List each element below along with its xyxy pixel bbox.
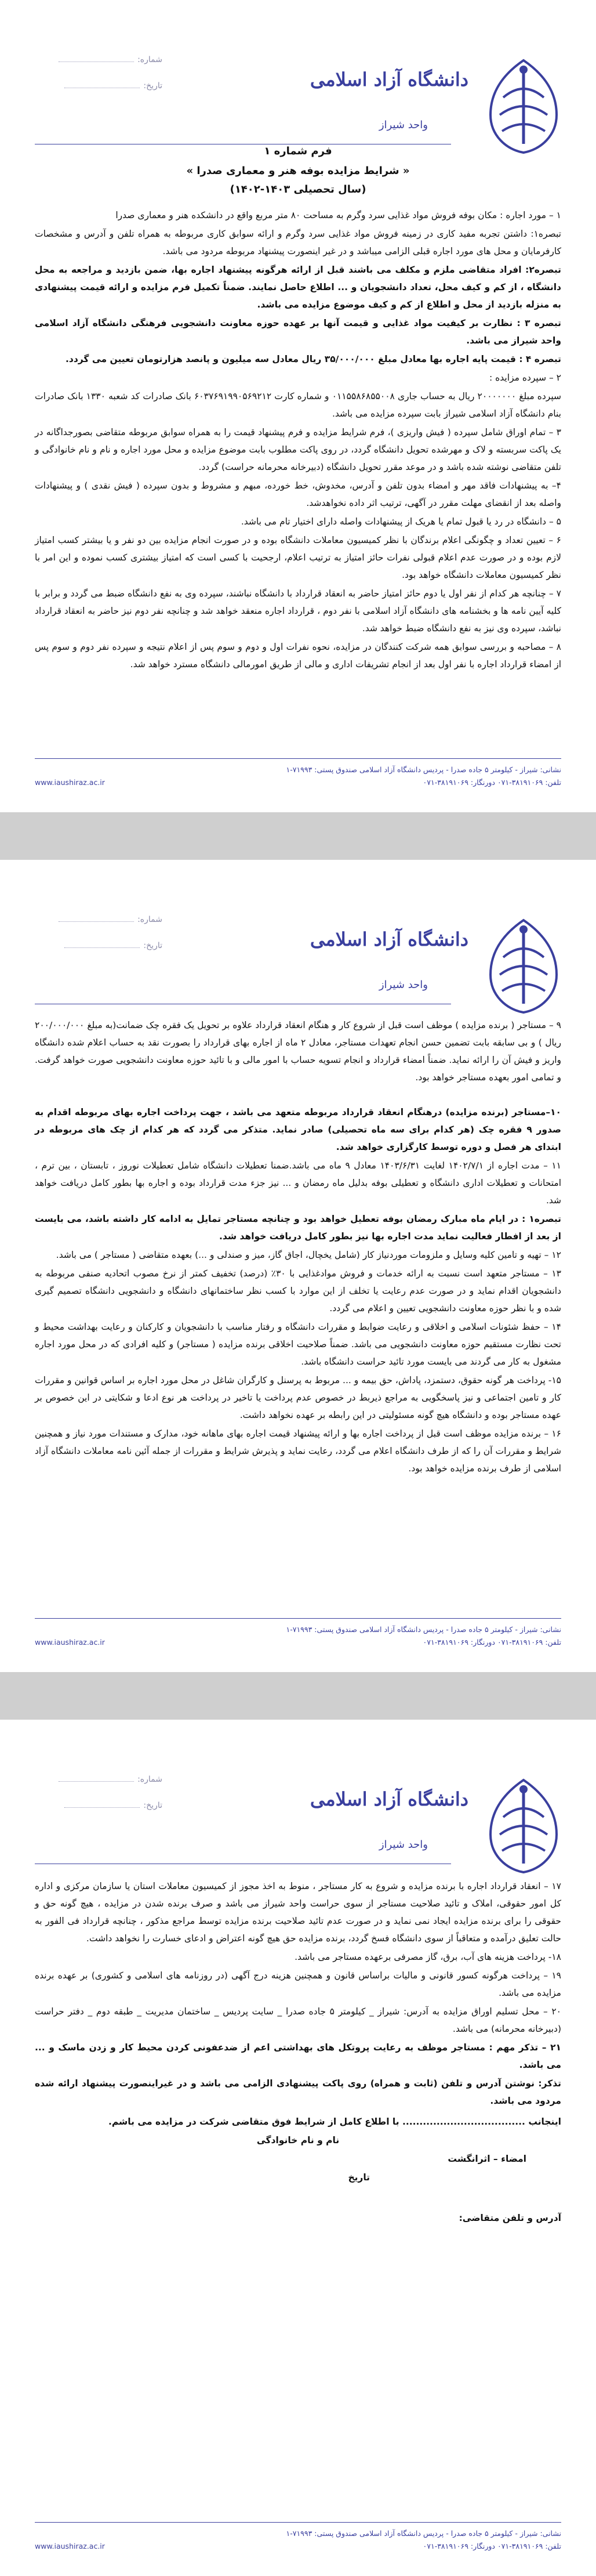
paragraph: ۱۲ – تهیه و تامین کلیه وسایل و ملزومات موردنیاز کار (شامل یخچال، اجاق گاز، میز و صندلی و ...) بعهده متقاضی ( مستاجر ) می باشد. bbox=[56, 1250, 561, 1260]
paragraph: ۶ – تعیین تعداد و چگونگی اعلام برندگان با نظر کمیسیون معاملات دانشگاه بوده و در صورت انجام مزایده بین دو نفر و یا بیشتر کسب امتیاز لازم بوده و در صورت عدم اعلام قبولی نفرات حائز امتیاز به ترتیب اعلام، ارجحیت با کسی است که امتیاز بیشتری کسب نموده و این امر با نظر کمیسیون معاملات دانشگاه خواهد بود. bbox=[35, 535, 561, 580]
paragraph: تبصره۱ : در ایام ماه مبارک رمضان بوفه تعطیل خواهد بود و چنانچه مستاجر تمایل به ادامه کار داشته باشد، می بایست از بعد از افطار فعالیت نماید مدت اجاره بها نیز بطور کامل دریافت خواهد شد. bbox=[35, 1214, 561, 1242]
number-label: شماره: bbox=[137, 1775, 162, 1784]
academic-year: (سال تحصیلی ۱۴۰۳-۱۴۰۲) bbox=[230, 183, 366, 196]
footer-website[interactable]: www.iaushiraz.ac.ir bbox=[35, 2542, 105, 2550]
bidder-statement: اینجانب .................................... با اطلاع کامل از شرایط فوق متقاضی شرکت در مزایده می باشم. bbox=[108, 2116, 561, 2127]
university-name: دانشگاه آزاد اسلامی bbox=[310, 68, 468, 91]
date-field-line bbox=[64, 79, 140, 88]
document-page-3 bbox=[0, 1720, 596, 2576]
paragraph: ۱۵- پرداخت هر گونه حقوق، دستمزد، پاداش، حق بیمه و ... مربوط به پرسنل و کارگران شاغل در محل مورد اجاره بر اساس قوانین و مقررات کار و تامین اجتماعی و نیز پاسخگویی به مراجع ذیربط در خصوص عدم پرداخت یا تاخیر در پرداخت هر نوع ادعا و شکایتی در این خصوص بر عهده مستاجر بوده و دانشگاه هیچ گونه مسئولیتی در این رابطه بر عهده نخواهد داشت. bbox=[35, 1375, 561, 1420]
footer-website[interactable]: www.iaushiraz.ac.ir bbox=[35, 778, 105, 787]
page-footer bbox=[35, 2522, 561, 2553]
header-fields bbox=[41, 53, 162, 106]
number-field-line bbox=[59, 1773, 134, 1782]
number-label: شماره: bbox=[137, 915, 162, 924]
number-field-line bbox=[59, 53, 134, 62]
number-label: شماره: bbox=[137, 55, 162, 64]
page-2-body bbox=[35, 1016, 561, 1478]
date-field-line bbox=[64, 1799, 140, 1808]
page-3-body bbox=[35, 1877, 561, 2228]
paragraph: تبصره۲: افراد متقاضی ملزم و مکلف می باشند قبل از ارائه هرگونه پیشنهاد اجاره بها، ضمن بازدید و مراجعه به محل دانشگاه ، از کم و کیف محل، تعداد دانشجویان و ... اطلاع حاصل نمایند. ضمناً تکمیل فرم مزایده و ارائه قیمت پیشنهادی به منزله بازدید از محل و اطلاع از کم و کیف موضوع مزایده می باشد. bbox=[35, 265, 561, 310]
university-name: دانشگاه آزاد اسلامی bbox=[310, 1788, 468, 1810]
page-footer bbox=[35, 758, 561, 789]
paragraph: ۱۶ – برنده مزایده موظف است قبل از پرداخت اجاره بها و ارائه پیشنهاد قیمت اجاره بهای ماهانه خود، مدارک و مستندات مورد نیاز و همچنین شرایط و مقررات آن را که از طرف دانشگاه اعلام می گردد، رعایت نماید و پذیرش شرایط و مقررات از جمله آئین نامه معاملات دانشگاه آزاد اسلامی از طرف برنده مزایده خواهد بود. bbox=[35, 1428, 561, 1474]
paragraph: ۱۴ – حفظ شئونات اسلامی و اخلاقی و رعایت ضوابط و مقررات دانشگاه و رفتار مناسب با دانشجویان و کارکنان و رعایت بهداشت محیط و تحت نظارت مستقیم حوزه معاونت دانشجویی می باشد. ضمناً صلاحیت اخلاقی برنده مزایده ( مستاجر) و کلیه افرادی که در محل مورد اجاره مشغول به کار می گردند می بایست مورد تائید حراست دانشگاه باشد. bbox=[35, 1322, 561, 1367]
paragraph: ۸ – مصاحبه و بررسی سوابق همه شرکت کنندگان در مزایده، نحوه نفرات اول و دوم و سوم پس از اعلام نتیجه و سپرده نفر دوم و سوم پس از امضاء قرارداد اجاره با نفر اول بعد از انجام تشریفات اداری و مالی از طریق امورمالی دانشگاه مسترد خواهد شد. bbox=[35, 642, 561, 670]
paragraph: تذکر: نوشتن آدرس و تلفن (ثابت و همراه) روی پاکت پیشنهادی الزامی می باشد و در غیراینصورت پیشنهاد ارائه شده مردود می باشد. bbox=[35, 2078, 561, 2106]
university-name: دانشگاه آزاد اسلامی bbox=[310, 928, 468, 950]
footer-address: نشانی: شیراز - کیلومتر ۵ جاده صدرا - پردیس دانشگاه آزاد اسلامی صندوق پستی: ۷۱۹۹۳-۱ bbox=[286, 1625, 561, 1634]
form-number: فرم شماره ۱ bbox=[264, 145, 332, 157]
university-logo-icon bbox=[480, 1777, 567, 1875]
unit-name: واحد شیراز bbox=[379, 119, 428, 131]
footer-address: نشانی: شیراز - کیلومتر ۵ جاده صدرا - پردیس دانشگاه آزاد اسلامی صندوق پستی: ۷۱۹۹۳-۱ bbox=[286, 765, 561, 774]
paragraph: ۲۰ – محل تسلیم اوراق مزایده به آدرس: شیراز _ کیلومتر ۵ جاده صدرا _ سایت پردیس _ ساختمان مدیریت _ طبقه دوم _ دفتر حراست (دبیرخانه محرمانه) می باشد. bbox=[35, 2006, 562, 2034]
date-label: تاریخ: bbox=[143, 81, 162, 91]
paragraph: تبصره ۳ : نظارت بر کیفیت مواد غذایی و قیمت آنها بر عهده حوزه معاونت دانشجویی فرهنگی دانشگاه آزاد اسلامی واحد شیراز می باشد. bbox=[35, 318, 561, 346]
page-1-body bbox=[35, 143, 561, 674]
document-page-2 bbox=[0, 860, 596, 1672]
paragraph: ۵ – دانشگاه در رد یا قبول تمام یا هریک از پیشنهادات واصله دارای اختیار تام می باشد. bbox=[241, 516, 561, 527]
paragraph: ۲۱ – تذکر مهم : مستاجر موظف به رعایت پروتکل های بهداشتی اعم از ضدعفونی کردن محیط کار و زدن ماسک و ... می باشد. bbox=[35, 2042, 561, 2070]
paragraph: ۱۷ – انعقاد قرارداد اجاره با برنده مزایده و شروع به کار مستاجر ، منوط به اخذ مجوز از کمیسیون معاملات استان یا سازمان مرکزی و اداره کل امور حقوقی، املاک و تائید صلاحیت مستاجر از سوی حراست واحد شیراز می باشد و صرف برنده شدن در مزایده ، هیچ گونه حق و حقوقی را برای برنده مزایده ایجاد نمی نماید و در صورت عدم تائید صلاحیت برنده مزایده توسط مراجع مذکور ، چنانچه قرارداد فی الفور به حالت تعلیق درآمده و متعاقباً از سوی دانشگاه فسخ گردد، برنده مزایده حق هیچ گونه اعتراض و ادعای خسارت را نخواهد داشت. bbox=[35, 1881, 561, 1944]
paragraph: ۱۹ – پرداخت هرگونه کسور قانونی و مالیات براساس قانون و همچنین هزینه درج آگهی (در روزنامه های اسلامی و کشوری) بر عهده برنده مزایده می باشد. bbox=[35, 1970, 561, 1998]
signature-label: امضاء – اثرانگشت bbox=[448, 2154, 526, 2164]
paragraph: ۱۳ – مستاجر متعهد است نسبت به ارائه خدمات و فروش موادغذایی با ۳۰٪ (درصد) تخفیف کمتر از نرخ مصوب اتحادیه صنفی مربوطه به دانشجویان اقدام نماید و در صورت عدم رعایت یا تخلف از این موارد با کسب نظر ساختمانهای دانشگاه و دانشجویی دانشگاه تصمیم گیری شده و با نظر حوزه معاونت دانشجویی تعیین و اعلام می گردد. bbox=[35, 1268, 561, 1314]
page-footer bbox=[35, 1618, 561, 1649]
number-field-line bbox=[59, 913, 134, 922]
paragraph: تبصره ۴ : قیمت پایه اجاره بها معادل مبلغ ۳۵/۰۰۰/۰۰۰ ریال معادل سه میلیون و پانصد هزارتومان تعیین می گردد. bbox=[65, 354, 561, 364]
paragraph: ۲ – سپرده مزایده : bbox=[489, 372, 561, 383]
header-fields bbox=[41, 1773, 162, 1825]
header-fields bbox=[41, 913, 162, 965]
paragraph: ۱۰–مستاجر (برنده مزایده) درهنگام انعقاد قرارداد مربوطه متعهد می باشد ، جهت پرداخت اجاره بهای مربوطه اقدام به صدور ۹ فقره چک (هر کدام برای سه ماه تحصیلی) صادر نماید. متذکر می گردد که هر کدام از چک های مربوطه در ابتدای هر فصل و دوره توسط کارگزاری خواهد شد. bbox=[35, 1107, 561, 1152]
document-title: « شرایط مزایده بوفه هنر و معماری صدرا » bbox=[186, 165, 410, 177]
footer-phone: تلفن: ۳۸۱۹۱۰۶۹-۰۷۱ دورنگار: ۳۸۱۹۱۰۶۹-۰۷۱ bbox=[423, 2542, 561, 2550]
university-logo-icon bbox=[480, 917, 567, 1015]
paragraph: سپرده مبلغ ۲۰۰۰۰۰۰۰ ریال به حساب جاری ۰۱۱۵۵۸۶۸۵۵۰۰۸ و شماره کارت ۶۰۳۷۶۹۱۹۹۰۵۶۹۲۱۲ بانک صادرات کد شعبه ۱۳۳۰ بانک صادرات بنام دانشگاه آزاد اسلامی شیراز بابت سپرده مزایده می باشد. bbox=[35, 391, 562, 419]
footer-phone: تلفن: ۳۸۱۹۱۰۶۹-۰۷۱ دورنگار: ۳۸۱۹۱۰۶۹-۰۷۱ bbox=[423, 1638, 561, 1647]
paragraph: ۴– به پیشنهادات فاقد مهر و امضاء بدون تلفن و آدرس، مخدوش، خط خورده، مبهم و مشروط و بدون سپرده ( فیش نقدی ) و پیشنهادات واصله بعد از انقضای مهلت مقرر در آگهی، ترتیب اثر داده نخواهدشد. bbox=[35, 480, 561, 508]
document-page-1 bbox=[0, 0, 596, 812]
unit-name: واحد شیراز bbox=[379, 1839, 428, 1851]
date-label: تاریخ: bbox=[143, 1801, 162, 1810]
date-field-line bbox=[64, 939, 140, 948]
unit-name: واحد شیراز bbox=[379, 979, 428, 991]
name-label: نام و نام خانوادگی bbox=[256, 2135, 340, 2146]
paragraph: ۱ – مورد اجاره : مکان بوفه فروش مواد غذایی سرد وگرم به مساحت ۸۰ متر مربع واقع در دانشکده هنر و معماری صدرا bbox=[115, 210, 561, 220]
paragraph: ۹ – مستاجر ( برنده مزایده ) موظف است قبل از شروع کار و هنگام انعقاد قرارداد علاوه بر تحویل یک فقره چک ضمانت(به مبلغ ۲۰۰/۰۰۰/۰۰۰ ریال ) و بی سابقه بابت تضمین حسن انجام تعهدات مستاجر، معادل ۲ ماه از اجاره بهای قرارداد را بصورت نقد به حساب اعلام شده دانشگاه واریز و فیش آن را ارائه نماید. ضمناً امضاء قرارداد و انجام تسویه حساب با امور مالی و با تائید حوزه معاونت دانشجویی صورت خواهد گرفت. و تمامی امور بعهده مستاجر خواهد بود. bbox=[35, 1020, 561, 1083]
date-label: تاریخ: bbox=[143, 941, 162, 950]
date-signature-label: تاریخ bbox=[348, 2172, 370, 2183]
paragraph: ۱۱ – مدت اجاره از ۱۴۰۲/۷/۱ لغایت ۱۴۰۳/۶/۳۱ معادل ۹ ماه می باشد.ضمنا تعطیلات دانشگاه شامل تعطیلات نوروز ، تابستان ، بین ترم ، امتحانات و تعطیلات اداری دانشگاه و تعطیلی بوفه بدلیل ماه رمضان و ... نیز جزء مدت قرارداد بوده و اجاره بها بطور کامل دریافت خواهد شد. bbox=[35, 1160, 561, 1206]
applicant-address-label: آدرس و تلفن متقاضی: bbox=[459, 2213, 561, 2223]
paragraph: تبصره۱: داشتن تجربه مفید کاری در زمینه فروش مواد غذایی سرد وگرم و ارائه سوابق کاری مربوطه به همراه تلفن و آدرس و مشخصات کارفرمایان و محل های مورد اجاره قبلی الزامی میباشد و در غیر اینصورت پیشنهاد مربوطه مردود می باشد. bbox=[35, 229, 561, 256]
university-logo-icon bbox=[480, 57, 567, 155]
paragraph: ۱۸- پرداخت هزینه های آب، برق، گاز مصرفی برعهده مستاجر می باشد. bbox=[295, 1952, 561, 1962]
paragraph: ۷ – چنانچه هر کدام از نفر اول یا دوم حائز امتیاز حاضر به انعقاد قرارداد با دانشگاه نباشند، سپرده وی به نفع دانشگاه ضبط می گردد و برابر با کلیه آیین نامه ها و بخشنامه های دانشگاه آزاد اسلامی با نفر دوم ، قرارداد اجاره منعقد خواهد شد و چنانچه نفر دوم نیز حاضر به انعقاد قرارداد نباشد، سپرده وی نیز به نفع دانشگاه ضبط خواهد شد. bbox=[35, 588, 561, 634]
footer-phone: تلفن: ۳۸۱۹۱۰۶۹-۰۷۱ دورنگار: ۳۸۱۹۱۰۶۹-۰۷۱ bbox=[423, 778, 561, 787]
paragraph: ۳ – تمام اوراق شامل سپرده ( فیش واریزی )، فرم شرایط مزایده و فرم پیشنهاد قیمت را به همراه سوابق مربوطه متقاضی بصورجداگانه در یک پاکت سربسته و لاک و مهرشده تحویل دانشگاه گردد، در روی پاکت مطلوب بابت موضوع مزایده و محل مورد اجاره و نام و نام خانوادگی و تلفن متقاضی نوشته شده باشد و در موعد مقرر تحویل دانشگاه (دبیرخانه محرمانه حراست) گردد. bbox=[35, 427, 561, 472]
footer-address: نشانی: شیراز - کیلومتر ۵ جاده صدرا - پردیس دانشگاه آزاد اسلامی صندوق پستی: ۷۱۹۹۳-۱ bbox=[286, 2529, 561, 2538]
footer-website[interactable]: www.iaushiraz.ac.ir bbox=[35, 1638, 105, 1647]
